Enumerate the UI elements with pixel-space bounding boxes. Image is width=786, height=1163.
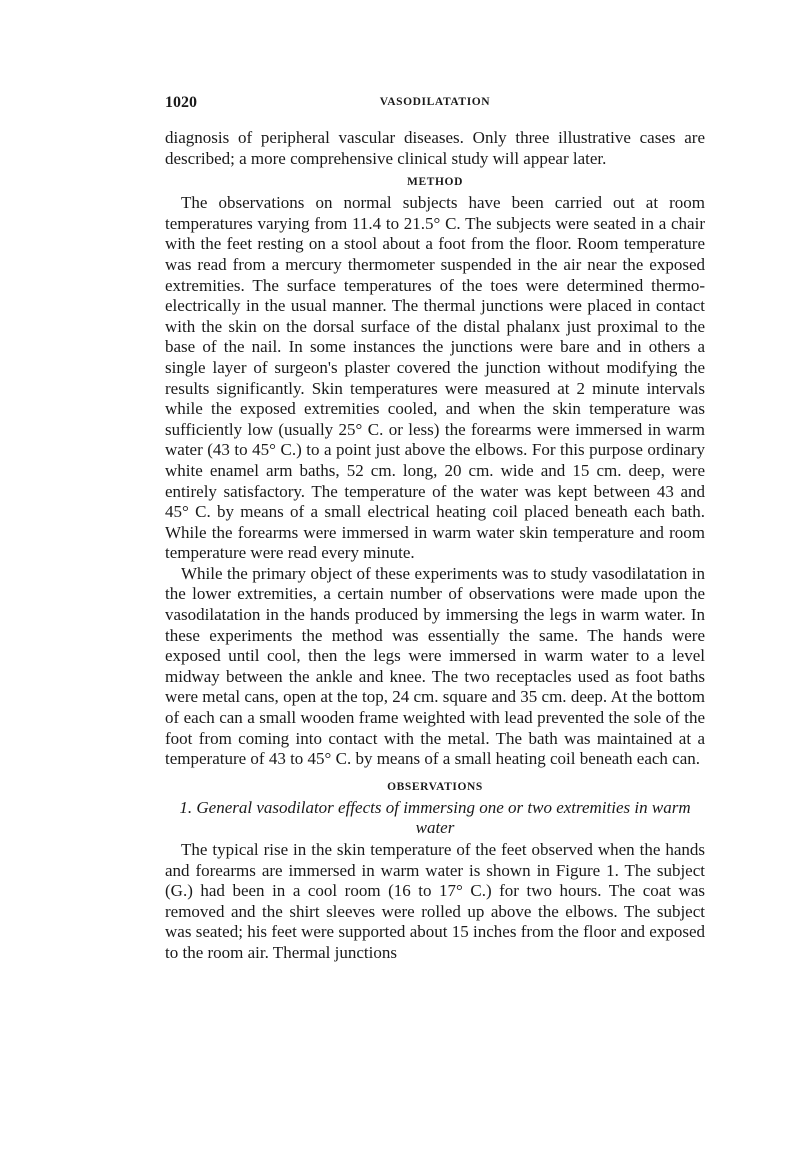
observations-paragraph: The typical rise in the skin temperature of the feet observed when the hands and forearms are immersed in warm water is shown in Figure 1. The subject (G.) had been in a cool room (16 to 17° C.) for two hours. The coat was removed and the shirt sleeves were rolled up above the elbows. The subject was seated; his feet were supported about 15 inches from the floor and exposed to the room air. Thermal junctions xyxy=(165,840,705,962)
method-paragraph-1: The observations on normal subjects have been carried out at room temperatures varying from 11.4 to 21.5° C. The subjects were seated in a chair with the feet resting on a stool about a foot from the floor. Room temperature was read from a mercury thermometer suspended in the air near the exposed extremities. The surface temperatures of the toes were determined thermo-electrically in the usual manner. The thermal junctions were placed in contact with the skin on the dorsal surface of the distal phalanx just proximal to the base of the nail. In some instances the junctions were bare and in others a single layer of surgeon's plaster covered the junction without modifying the results significantly. Skin temperatures were measured at 2 minute intervals while the exposed extremities cooled, and when the skin temperature was sufficiently low (usually 25° C. or less) the forearms were immersed in warm water (43 to 45° C.) to a point just above the elbows. For this purpose ordinary white enamel arm baths, 52 cm. long, 20 cm. wide and 15 cm. deep, were entirely satisfactory. The temperature of the water was kept between 43 and 45° C. by means of a small electrical heating coil placed beneath each bath. While the forearms were immersed in warm water skin temperature and room temperature were read every minute. xyxy=(165,193,705,563)
observations-heading: OBSERVATIONS xyxy=(387,780,483,793)
observations-subheading: 1. General vasodilator effects of immersing one or two extremities in warm water xyxy=(179,797,691,838)
page-number: 1020 xyxy=(165,94,197,111)
method-heading: METHOD xyxy=(407,176,463,189)
page xyxy=(165,94,705,964)
running-title: VASODILATATION xyxy=(379,96,491,108)
method-paragraph-2: While the primary object of these experiments was to study vasodilatation in the lower extremities, a certain number of observations were made upon the vasodilatation in the hands produced by immersing the legs in warm water. In these experiments the method was essentially the same. The hands were exposed until cool, then the legs were immersed in warm water to a level midway between the ankle and knee. The two receptacles used as foot baths were metal cans, open at the top, 24 cm. square and 35 cm. deep. At the bottom of each can a small wooden frame weighted with lead prevented the sole of the foot from coming into contact with the metal. The bath was maintained at a temperature of 43 to 45° C. by means of a small heating coil beneath each can. xyxy=(165,563,705,769)
running-head xyxy=(165,94,705,118)
intro-paragraph: diagnosis of peripheral vascular diseases. Only three illustrative cases are described; a more comprehensive clinical study will appear later. xyxy=(165,128,705,168)
